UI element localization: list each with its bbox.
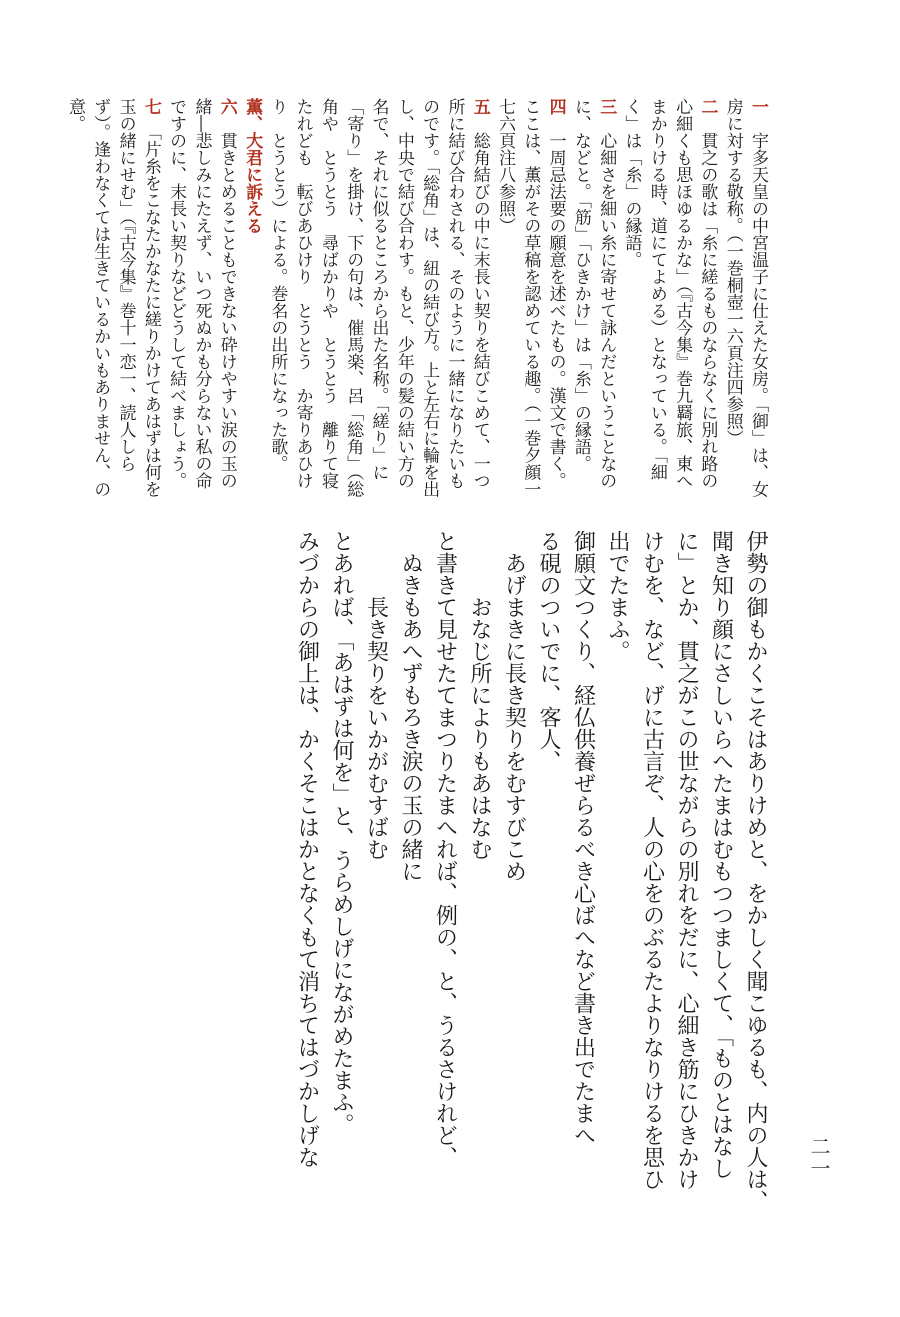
note-text: 貫之の歌は「糸に縒るものならなくに別れ路の心細くも思ほゆるかな」（『古今集』巻九羇旅、東へまかりける時、道にてよめる）となっている。「細く」は「糸」の縁語。 xyxy=(621,98,718,489)
note-number: 二 xyxy=(697,98,718,115)
poem-line xyxy=(462,530,497,1230)
main-text xyxy=(112,530,772,1230)
note-5 xyxy=(239,98,492,498)
annotation-notes xyxy=(64,98,770,498)
line-text: けむを、など、げに古言ぞ、人の心をのぶるたよりなりけるを思ひ xyxy=(639,530,665,1190)
line-text: と書きて見せたてまつりたまへれば、例の、と、うるさけれど、 xyxy=(432,530,458,1168)
line-text: 聞き知り顔にさしいらへたまはむもつつましくて、「ものとはなし xyxy=(708,530,734,1179)
poem-line xyxy=(393,530,428,1230)
note-2 xyxy=(618,98,719,498)
line-text: に」とか、貫之がこの世ながらの別れをだに、心細き筋にひきかけ xyxy=(674,530,699,1190)
main-line xyxy=(634,530,669,1230)
note-text: 一周忌法要の願意を述べたもの。漢文で書く。ここは、薫がその草稿を認めている趣。（一巻夕顔一七六頁注八参照） xyxy=(495,98,566,498)
note-number: 七 xyxy=(140,98,161,115)
note-text: 総角結びの中に末長い契りを結びこめて、一つ所に結び合わされる、そのように一緒になりたいものです。「総角」は、紐の結び方。上と左右に輪を出し、中央で結び合わす。もと、少年の髪の結い方の名で、それに似るところから出た名称。「縒り」に「寄り」を掛け、下の句は、催馬楽、呂「総角」（総角や とうとう 尋ばかりや とうとう 離りて寝たれども 転びあひけり とうとう か寄りあひけり とうとう）による。巻名の出所になった歌。 xyxy=(267,98,490,498)
note-number: 一 xyxy=(748,98,768,115)
note-text: 貫きとめることもできない砕けやすい涙の玉の緒―悲しみにたえず、いつ死ぬかも分らない私の命ですのに、末長い契りなどどうして結べましょう。 xyxy=(166,98,237,489)
note-1 xyxy=(719,98,770,498)
line-text: 伊勢の御もかくこそはありけめと、をかしく聞こゆるも、内の人は、 xyxy=(743,530,768,1212)
main-line xyxy=(600,530,635,1230)
note-text: 宇多天皇の中宮温子に仕えた女房。「御」は、女房に対する敬称。（一巻桐壺一六頁注四参照） xyxy=(722,98,768,498)
main-line xyxy=(427,530,462,1230)
line-text: 御願文つくり、経仏供養ぜらるべき心ばへなど書き出でたまへ xyxy=(570,530,596,1146)
page-number: 二一 xyxy=(807,1136,831,1180)
line-text: みづからの御上は、かくそこはかとなくもて消ちてはづかしげな xyxy=(294,530,320,1168)
line-text: る硯のついでに、客人、 xyxy=(536,530,561,772)
note-text: 心細さを細い糸に寄せて詠んだということなのに、などと。「筋」「ひきかけ」は「糸」の縁語。 xyxy=(570,98,617,489)
note-number: 六 xyxy=(216,98,237,115)
poem-line xyxy=(358,530,393,1230)
note-number: 三 xyxy=(596,98,617,115)
line-text: ぬきもあへずもろき涙の玉の緒に xyxy=(398,552,423,882)
poem-line xyxy=(496,530,531,1230)
line-text: とあれば、「あはずは何を」と、うらめしげにながめたまふ。 xyxy=(329,530,354,1135)
note-number: 四 xyxy=(545,98,566,115)
main-line xyxy=(738,530,773,1230)
line-text: おなじ所によりもあはなむ xyxy=(467,596,492,860)
line-text: 出でたまふ。 xyxy=(605,530,630,662)
line-text: 長き契りをいかがむすばむ xyxy=(363,596,389,860)
main-line xyxy=(669,530,704,1230)
note-4 xyxy=(492,98,568,498)
main-line xyxy=(324,530,359,1230)
note-text: 「片糸をこなたかなたに縒りかけてあはずは何を玉の緒にせむ」（『古今集』巻十一恋一、読人しらず）。逢わなくては生きているかいもありません、の意。 xyxy=(64,98,161,498)
section-heading: 薫、大君に訴える xyxy=(242,98,263,234)
main-line xyxy=(565,530,600,1230)
main-line xyxy=(289,530,324,1230)
note-7 xyxy=(62,98,163,498)
note-number: 五 xyxy=(469,98,490,115)
note-3 xyxy=(568,98,619,498)
main-line xyxy=(703,530,738,1230)
note-6 xyxy=(163,98,239,498)
main-line xyxy=(531,530,566,1230)
line-text: あげまきに長き契りをむすびこめ xyxy=(501,552,527,882)
